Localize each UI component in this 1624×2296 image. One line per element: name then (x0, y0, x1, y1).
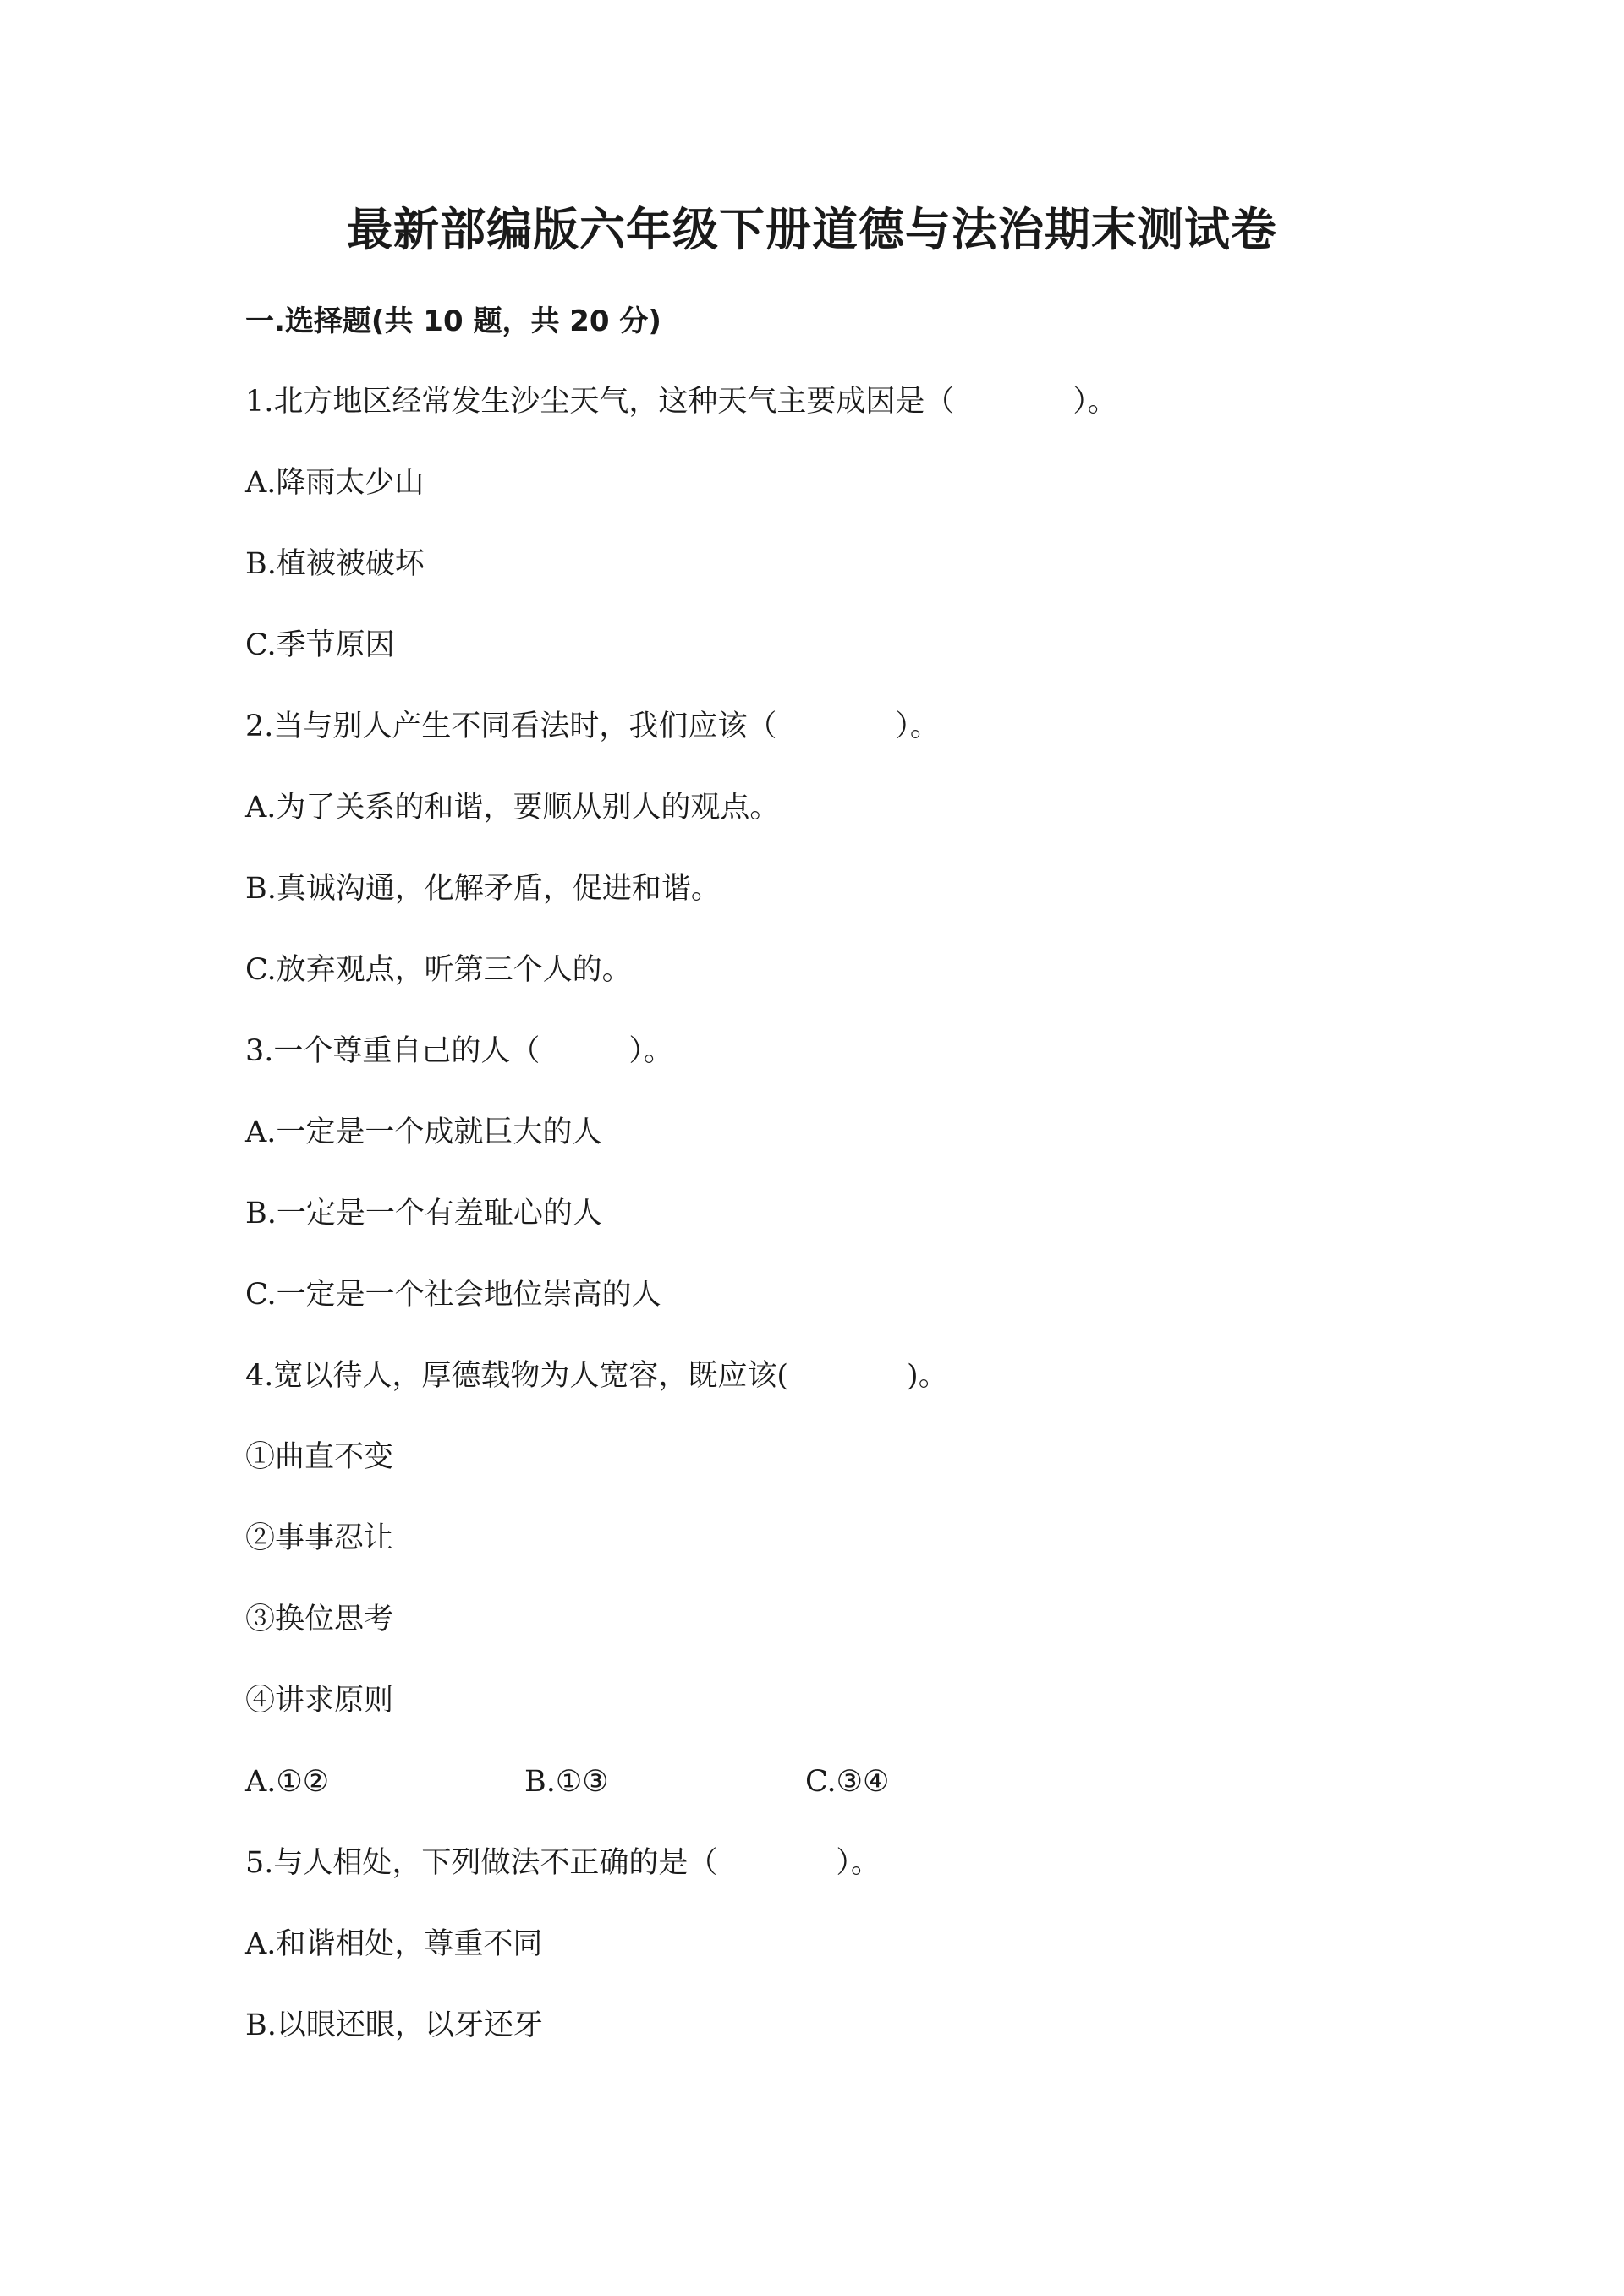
question-2-option-c: C.放弃观点，听第三个人的。 (245, 953, 632, 987)
question-4-item-2: ②事事忍让 (245, 1521, 394, 1555)
question-1-option-b: B.植被被破坏 (245, 547, 425, 581)
question-4-stem: 4.宽以待人，厚德载物为人宽容，既应该( )。 (245, 1359, 948, 1393)
question-2-option-b: B.真诚沟通，化解矛盾，促进和谐。 (245, 872, 721, 906)
question-1-stem: 1.北方地区经常发生沙尘天气，这种天气主要成因是（ ）。 (245, 385, 1117, 419)
question-2-stem: 2.当与别人产生不同看法时，我们应该（ ）。 (245, 710, 940, 743)
section-heading: 一.选择题(共 10 题，共 20 分) (245, 304, 661, 338)
question-1-option-a: A.降雨太少山 (245, 466, 425, 500)
question-4-item-4: ④讲求原则 (245, 1684, 394, 1718)
question-1-option-c: C.季节原因 (245, 628, 395, 662)
question-2-option-a: A.为了关系的和谐，要顺从别人的观点。 (245, 791, 780, 825)
question-4-option-b: B.①③ (524, 1765, 609, 1799)
question-4-option-c: C.③④ (805, 1765, 890, 1799)
question-5-stem: 5.与人相处，下列做法不正确的是（ ）。 (245, 1846, 881, 1880)
question-3-option-a: A.一定是一个成就巨大的人 (245, 1115, 602, 1149)
question-4-item-1: ①曲直不变 (245, 1440, 394, 1474)
question-3-stem: 3.一个尊重自己的人（ ）。 (245, 1034, 673, 1068)
question-4-item-3: ③换位思考 (245, 1603, 394, 1636)
question-3-option-c: C.一定是一个社会地位崇高的人 (245, 1278, 661, 1312)
question-5-option-a: A.和谐相处，尊重不同 (245, 1927, 543, 1961)
document-title: 最新部编版六年级下册道德与法治期末测试卷 (347, 203, 1277, 256)
question-5-option-b: B.以眼还眼，以牙还牙 (245, 2008, 543, 2042)
question-3-option-b: B.一定是一个有羞耻心的人 (245, 1197, 602, 1230)
question-4-option-a: A.①② (245, 1765, 330, 1799)
